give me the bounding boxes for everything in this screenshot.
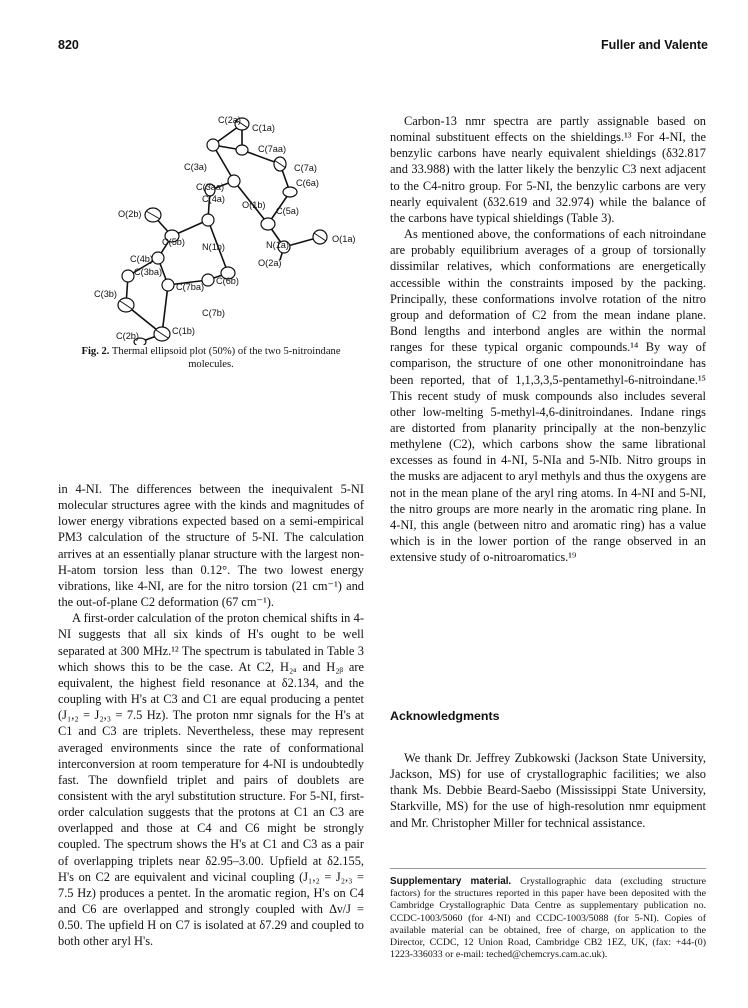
atom-label: O(2a) [258,258,282,268]
thermal-ellipsoid-figure [58,90,364,365]
atom-label: C(4b) [130,254,153,264]
supplementary-material-note [390,876,706,961]
paragraph: in 4-NI. The differences between the inequivalent 5-NI molecular structures agree with the kinds and magnitudes of lower energy vibrations expected based on a semi-empirical PM3 calculation of the structure of 5-NI. The calculation arrives at an essentially planar structure with the largest non-H-atom torsion less than 0.12°. The two lowest energy vibrations, like 4-NI, are for the nitro torsion (21 cm⁻¹) and the out-of-plane C2 deformation (67 cm⁻¹). [58,482,364,610]
acknowledgments-heading: Acknowledgments [390,709,500,723]
atom-label: C(3ba) [134,267,163,277]
figure-caption [58,345,364,371]
paragraph: Carbon-13 nmr spectra are partly assignable based on nominal substituent effects on the shieldings.¹³ For 4-NI, the benzylic carbons have nearly equivalent shieldings (δ32.817 and 33.988) with the latter likely the benzylic C3 next adjacent to the C4-nitro group. For 5-NI, the benzylic carbons are very nearly equivalent (δ32.619 and 32.974) while the balance of the carbons have typical shieldings (Table 3). [390,114,706,225]
footnote-divider [390,868,706,869]
paragraph: As mentioned above, the conformations of each nitroindane are probably equilibrium averages of a group of torsionally dissimilar relatives, which conformations are energetically accessible within the constraints imposed by the packing. Principally, these conformations involve rotation of the nitro group and deformation of C2 from the mean indane plane. Bond lengths and interbond angles are within the normal ranges for these typical organic compounds.¹⁴ By way of comparison, the structure of one other mononitroindane has been reported, that of 1,1,3,3,5-pentamethyl-6-nitroindane.¹⁵ This recent study of musk compounds also includes several other low-melting 5-methyl-4,6-dinitroindanes. Indane rings are distorted from planarity principally at the non-benzylic methylene (C2), which carbons show the same librational excesses as found in 4-NI, 5-NIa and 5-NIb. Nitro groups in the musks are adjacent to aryl methyls and thus the oxygens are not in the mean plane of the aryl ring atoms. In 4-NI and 5-NI, the nitro groups are more nearly in the aromatic ring plane. In 4-NI, this angle (between nitro and aromatic ring) has a value which is in the lower portion of the range observed in an extensive study of o-nitroaromatics.¹⁹ [390,227,706,565]
atom-label: N(1a) [266,240,289,250]
molecule-diagram [58,90,364,345]
atom-label: C(3a) [184,162,207,172]
atom-label: C(1a) [252,123,275,133]
atom-label: C(7a) [294,163,317,173]
atom-label: C(3b) [94,289,117,299]
atom-label: C(3aa) [196,182,225,192]
atom-label: C(4a) [202,194,225,204]
atom-label: C(6a) [296,178,319,188]
atom-label: C(1b) [172,326,195,336]
atom-label: N(1b) [202,242,225,252]
supp-label: Supplementary material. [390,876,512,887]
running-head-authors: Fuller and Valente [601,38,708,52]
page-number: 820 [58,38,79,52]
paragraph: We thank Dr. Jeffrey Zubkowski (Jackson State University, Jackson, MS) for use of crystallographic facilities; we also thank Ms. Debbie Beard-Saebo (Mississippi State University, Starkville, MS) for the use of high-resolution nmr equipment and Mr. Christopher Miller for technical assistance. [390,751,706,830]
atom-label: C(7ba) [176,282,205,292]
atom-label: C(2b) [116,331,139,341]
caption-label: Fig. 2. [81,346,110,357]
atom-label: O(2b) [118,209,142,219]
paragraph: A first-order calculation of the proton chemical shifts in 4-NI suggests that all six kinds of H's ought to be well separated at 300 MHz.¹² The spectrum is tabulated in Table 3 which shows this to be the case. At C2, H₂ₐ and H₂ᵦ are equivalent, the highest field resonance at δ2.134, and the coupling with H's at C3 and C1 are equal producing a pentet (J₁,₂ = J₂,₃ = 7.5 Hz). The proton nmr signals for the H's at C1 and C3 are triplets. Nevertheless, these may represent averaged environments since the rate of conformational interconversion at room temperature for 4-NI is undoubtedly fast. The downfield triplet and pairs of doublets are consistent with the aryl substitution structure. For 5-NI, first-order calculation suggests that the protons at C1 an C3 are overlapped and those at C4 and C6 might be strongly coupled. The spectrum shows the H's at C1 and C3 as a pair of overlapping triplets near δ2.95–3.00. Upfield at δ2.155, H's on C2 are equivalent and vicinal coupling (J₁,₂ = J₂,₃ = 7.5 Hz) produces a pentet. In the aromatic region, H's on C4 and C6 are overlapped and strongly coupled with Δν/J = 0.50. The upfield H on C7 is isolated at δ7.29 and coupled to both other aryl H's. [58,611,364,949]
atom-label: C(5a) [276,206,299,216]
atom-label: O(1b) [242,200,266,210]
left-column-text [58,481,364,950]
atom-label: C(7aa) [258,144,287,154]
right-column-text [390,113,706,565]
atom-label: O(1a) [332,234,356,244]
acknowledgments-text [390,750,706,831]
page-header [58,38,708,56]
atom-label: C(2a) [218,115,241,125]
supp-text: Crystallographic data (excluding structure factors) for the structures reported in this paper have been deposited with the Cambridge Crystallographic Data Centre as supplementary publication no. CCDC-1003/5060 (for 4-NI) and CCDC-1003/5088 (for 5-NI). Copies of available material can be obtained, free of charge, on application to the Director, CCDC, 12 Union Road, Cambridge CB2 1EZ, UK, (fax: +44-(0) 1223-336033 or e-mail: teched@chemcrys.cam.ac.uk). [390,876,707,961]
atom-label: C(5b) [162,237,185,247]
caption-text: Thermal ellipsoid plot (50%) of the two 5-nitroindane molecules. [111,346,341,370]
atom-label: C(7b) [202,308,225,318]
atom-label: C(6b) [216,276,239,286]
